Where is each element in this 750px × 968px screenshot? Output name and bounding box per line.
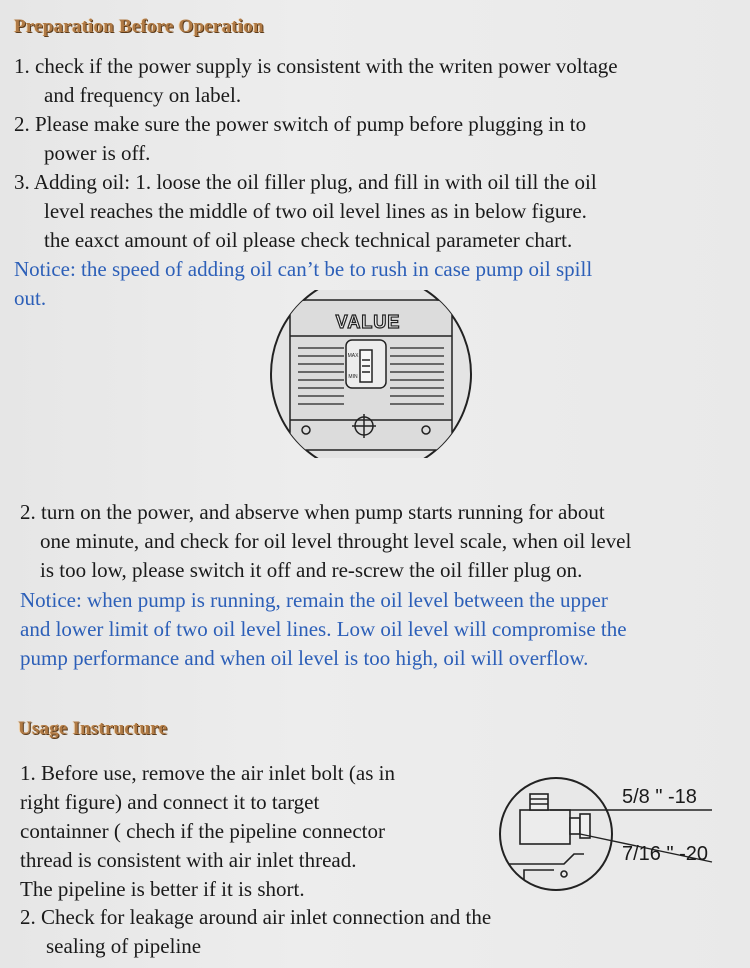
min-label: MIN xyxy=(348,374,358,380)
section-heading-preparation: Preparation Before Operation xyxy=(14,16,264,37)
step2-line3: is too low, please switch it off and re-screw the oil filler plug on. xyxy=(40,558,583,582)
item-1-line2: and frequency on label. xyxy=(44,83,242,107)
usage-item1-line5: The pipeline is better if it is short. xyxy=(20,877,305,901)
item-3-line2: level reaches the middle of two oil level lines as in below figure. xyxy=(44,199,587,223)
notice2-line2: and lower limit of two oil level lines. Low oil level will compromise the xyxy=(20,617,627,641)
usage-item1-line1: 1. Before use, remove the air inlet bolt (as in xyxy=(20,761,395,785)
notice2-line3: pump performance and when oil level is too high, oil will overflow. xyxy=(20,646,589,670)
thread-label-top: 5/8 " -18 xyxy=(622,786,697,808)
item-3-line1: 3. Adding oil: 1. loose the oil filler plug, and fill in with oil till the oil xyxy=(14,170,597,194)
usage-item2-line2: sealing of pipeline xyxy=(46,934,202,958)
item-2-line1: 2. Please make sure the power switch of pump before plugging in to xyxy=(14,112,587,136)
pump-oil-level-figure xyxy=(268,290,474,458)
usage-item1-line3: containner ( chech if the pipeline connector xyxy=(20,819,385,843)
step2-line2: one minute, and check for oil level throught level scale, when oil level xyxy=(40,529,632,553)
brand-logo: VALUE xyxy=(335,312,401,332)
thread-label-bottom: 7/16 " -20 xyxy=(622,843,709,865)
usage-item1-line2: right figure) and connect it to target xyxy=(20,790,320,814)
notice2-line1: Notice: when pump is running, remain the oil level between the upper xyxy=(20,588,608,612)
item-3-line3: the eaxct amount of oil please check technical parameter chart. xyxy=(44,228,573,252)
usage-item1-line4: thread is consistent with air inlet thread. xyxy=(20,848,357,872)
step2-line1: 2. turn on the power, and abserve when pump starts running for about xyxy=(20,500,605,524)
usage-item2-line1: 2. Check for leakage around air inlet connection and the xyxy=(20,905,492,929)
section-heading-usage: Usage Instructure xyxy=(18,718,168,739)
item-2-line2: power is off. xyxy=(44,141,151,165)
max-label: MAX xyxy=(347,353,359,359)
item-1-line1: 1. check if the power supply is consistent with the writen power voltage xyxy=(14,54,618,78)
notice-line2: out. xyxy=(14,286,47,310)
notice-line1: Notice: the speed of adding oil can’t be to rush in case pump oil spill xyxy=(14,257,593,281)
